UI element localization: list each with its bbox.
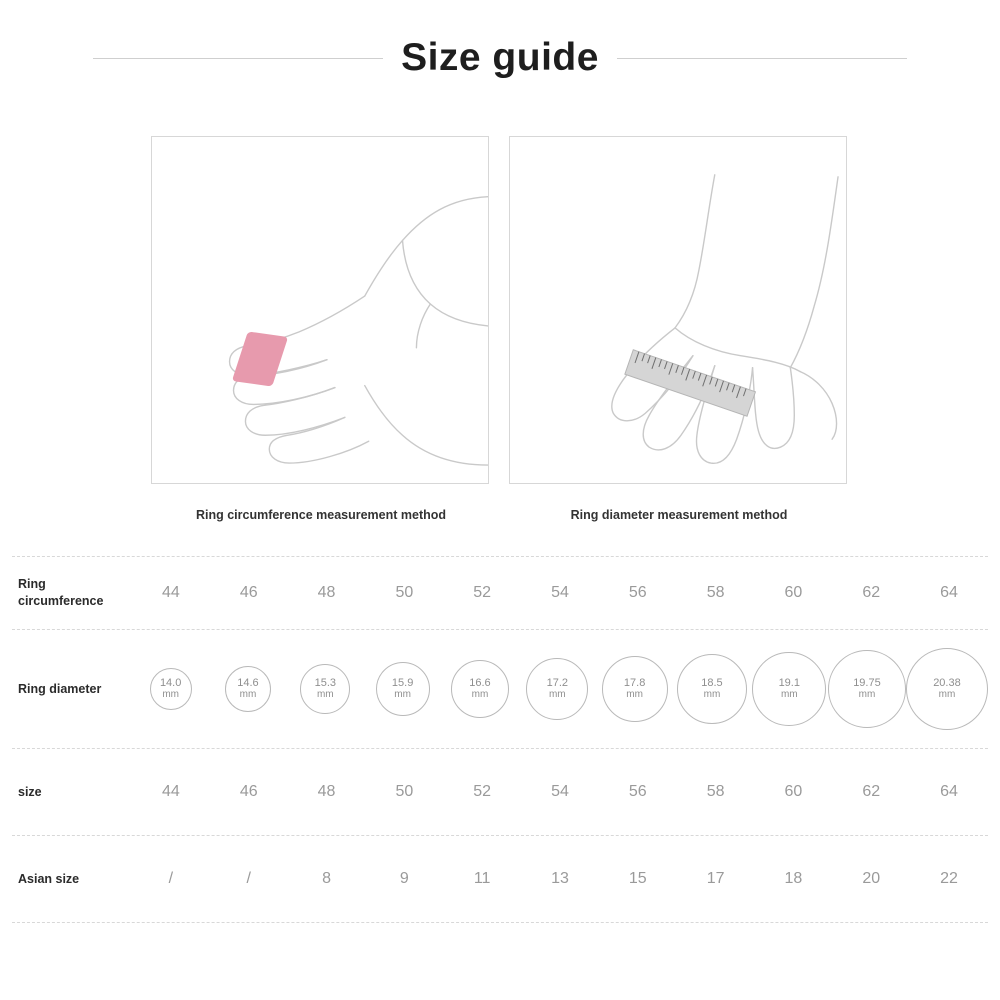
table-row-ring-circumference bbox=[12, 556, 988, 629]
table-cell: 44 bbox=[162, 783, 180, 800]
row-cells-size bbox=[132, 783, 988, 801]
page-title: Size guide bbox=[401, 36, 599, 79]
table-cell: / bbox=[246, 870, 251, 887]
diameter-circle bbox=[906, 648, 988, 730]
diameter-value: 14.0 bbox=[159, 676, 182, 689]
table-cell: 50 bbox=[395, 584, 414, 601]
diameter-value: 18.5 bbox=[701, 676, 723, 689]
diameter-circle bbox=[752, 652, 826, 726]
table-cell: 54 bbox=[551, 584, 569, 601]
table-cell: 52 bbox=[473, 783, 492, 800]
diameter-cell bbox=[519, 658, 596, 720]
table-cell: 46 bbox=[239, 783, 258, 800]
panel-box-circumference bbox=[151, 136, 489, 484]
diameter-unit: mm bbox=[858, 688, 876, 700]
panel-box-diameter bbox=[509, 136, 847, 484]
panel-ring-diameter bbox=[509, 136, 849, 522]
table-cell: 60 bbox=[784, 783, 803, 800]
diameter-value: 19.75 bbox=[853, 676, 881, 689]
diameter-cell bbox=[287, 664, 364, 714]
diameter-cell bbox=[906, 648, 988, 730]
table-cell: 46 bbox=[239, 584, 258, 601]
diameter-value: 17.2 bbox=[546, 676, 568, 689]
diameter-value: 17.8 bbox=[623, 676, 646, 689]
table-cell: 58 bbox=[706, 584, 725, 601]
row-label-size: size bbox=[18, 784, 42, 799]
table-cell: 54 bbox=[551, 783, 569, 800]
diameter-circle bbox=[526, 658, 588, 720]
panel-caption-circumference: Ring circumference measurement method bbox=[195, 508, 447, 522]
diameter-value: 19.1 bbox=[778, 676, 800, 689]
diameter-value: 16.6 bbox=[469, 676, 491, 689]
size-table bbox=[12, 556, 988, 923]
page-header bbox=[0, 0, 1000, 80]
row-cells-ring-diameter bbox=[132, 648, 988, 730]
diameter-circle bbox=[376, 662, 430, 716]
diameter-circle bbox=[677, 654, 747, 724]
diameter-unit: mm bbox=[548, 688, 566, 700]
diameter-circle bbox=[451, 660, 509, 718]
diameter-unit: mm bbox=[938, 688, 956, 700]
header-rule-left bbox=[93, 58, 383, 59]
diameter-cell bbox=[828, 650, 906, 728]
table-cell: 8 bbox=[322, 870, 331, 887]
table-cell: 9 bbox=[399, 870, 409, 887]
diameter-cell bbox=[364, 662, 441, 716]
table-cell: 15 bbox=[628, 870, 647, 887]
row-label-asian-size: Asian size bbox=[18, 871, 80, 886]
diameter-value: 20.38 bbox=[933, 676, 961, 689]
table-cell: 48 bbox=[317, 783, 336, 800]
table-cell: 44 bbox=[162, 584, 180, 601]
diameter-cell bbox=[441, 660, 518, 718]
table-cell: 11 bbox=[473, 870, 491, 887]
diameter-cell bbox=[596, 656, 673, 722]
table-cell: 64 bbox=[940, 584, 958, 601]
diameter-circle bbox=[150, 668, 192, 710]
illustration-panels bbox=[0, 136, 1000, 522]
row-label-ring-circumference: Ring circumference bbox=[18, 577, 104, 608]
table-cell: 13 bbox=[551, 870, 569, 887]
diameter-circle bbox=[828, 650, 906, 728]
diameter-cell bbox=[209, 666, 286, 712]
diameter-circle bbox=[602, 656, 668, 722]
diameter-circle bbox=[300, 664, 350, 714]
hand-with-ruler-icon bbox=[510, 137, 846, 483]
diameter-unit: mm bbox=[394, 688, 411, 700]
table-cell: 52 bbox=[473, 584, 492, 601]
table-cell: / bbox=[168, 870, 174, 887]
table-cell: 62 bbox=[862, 584, 881, 601]
table-cell: 20 bbox=[862, 870, 881, 887]
diameter-value: 15.9 bbox=[391, 676, 414, 689]
diameter-cell bbox=[132, 668, 209, 710]
table-cell: 60 bbox=[784, 584, 803, 601]
hand-with-ring-icon bbox=[152, 137, 488, 483]
table-cell: 48 bbox=[317, 584, 336, 601]
table-cell: 56 bbox=[628, 783, 647, 800]
diameter-unit: mm bbox=[703, 688, 721, 700]
table-cell: 62 bbox=[862, 783, 881, 800]
row-cells-ring-circumference bbox=[132, 584, 988, 602]
panel-ring-circumference bbox=[151, 136, 491, 522]
diameter-value: 15.3 bbox=[314, 676, 337, 689]
diameter-unit: mm bbox=[780, 688, 798, 700]
table-cell: 18 bbox=[784, 870, 803, 887]
table-row-asian-size bbox=[12, 835, 988, 923]
diameter-cell bbox=[673, 654, 750, 724]
table-cell: 50 bbox=[395, 783, 414, 800]
diameter-unit: mm bbox=[471, 688, 489, 700]
panel-caption-diameter: Ring diameter measurement method bbox=[570, 508, 788, 522]
header-rule-right bbox=[617, 58, 907, 59]
row-label-ring-diameter: Ring diameter bbox=[18, 681, 102, 696]
table-cell: 22 bbox=[940, 870, 958, 887]
table-cell: 64 bbox=[940, 783, 958, 800]
diameter-value: 14.6 bbox=[237, 676, 259, 689]
table-row-ring-diameter bbox=[12, 629, 988, 748]
diameter-unit: mm bbox=[626, 688, 643, 700]
diameter-cell bbox=[751, 652, 828, 726]
diameter-unit: mm bbox=[162, 688, 179, 700]
diameter-unit: mm bbox=[316, 688, 334, 700]
diameter-circle bbox=[225, 666, 271, 712]
diameter-unit: mm bbox=[239, 688, 257, 700]
table-cell: 56 bbox=[628, 584, 647, 601]
table-row-size bbox=[12, 748, 988, 835]
table-cell: 17 bbox=[706, 870, 725, 887]
table-cell: 58 bbox=[706, 783, 725, 800]
row-cells-asian-size bbox=[132, 870, 988, 888]
